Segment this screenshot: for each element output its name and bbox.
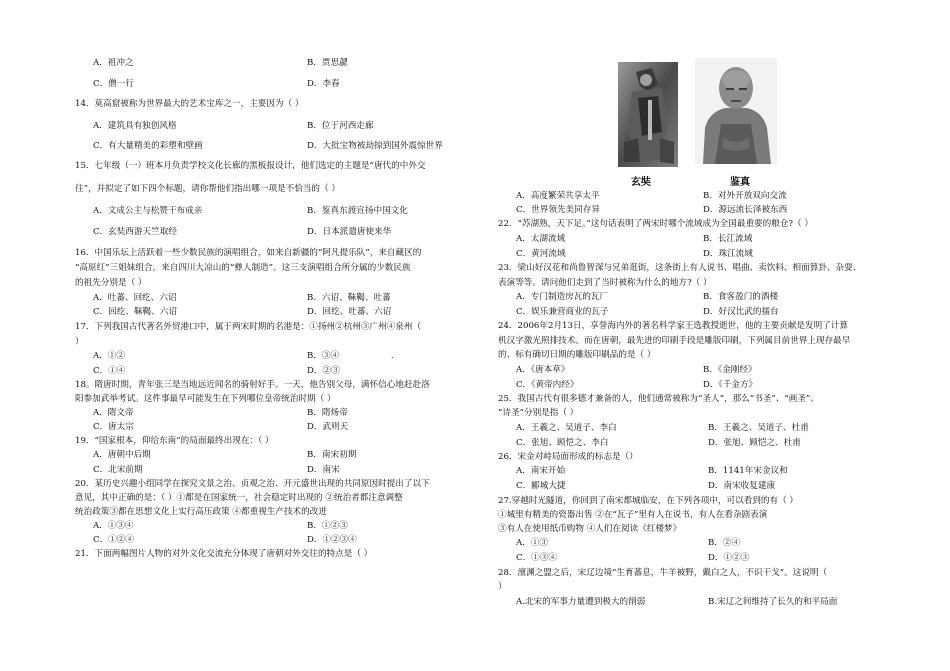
question-28-line-1: 28．澶渊之盟之后，宋辽边境“生育蕃息，牛羊被野，戴白之人，不识干戈”。这说明（ [498,568,828,578]
q22-option-a: A．太湖流域 [516,234,566,244]
xuanzang-relief-icon [618,62,678,167]
question-26: 26．宋金对峙局面形成的标志是（） [498,452,638,462]
q21-option-b: B．对外开放双向交流 [703,191,787,201]
q27-option-d: D．①②③ [708,553,750,563]
q20-option-b: B．①②③ [307,521,348,531]
question-14: 14．莫高窟被称为世界最大的艺术宝库之一，主要因为（ ） [75,99,304,109]
q19-option-c: C．北宋前期 [93,465,143,475]
q15-option-c: C．玄奘西游天竺取经 [93,227,177,237]
q25-option-a: A．王羲之、吴道子、李白 [516,423,617,433]
q24-option-d: D．《千金方》 [703,380,758,390]
q17-option-b: B．③④ [307,351,340,361]
q23-option-b: B．食客盈门的酒楼 [703,292,779,302]
q14-option-a: A．建筑具有独创风格 [93,121,177,131]
q23-option-d: D．好汉比武的擂台 [703,307,779,317]
q22-option-c: C．黄河流域 [516,249,566,259]
q14-option-c: C．有大量精美的彩塑和壁画 [93,141,203,151]
question-28-line-2: ） [498,582,507,592]
jianzhen-statue-icon [695,58,777,164]
jianzhen-picture [695,58,777,164]
q13-option-d: D．李春 [307,79,340,89]
q15-option-a: A．文成公主与松赞干布成亲 [93,206,203,216]
caption-xuanzang: 玄奘 [631,177,651,188]
q18-option-b: B．隋炀帝 [307,408,348,418]
question-24-line-2: 机汉字激光照排技术。而在唐朝，最先进的印刷手段是雕版印刷，下列属目前世界上现存最早 [498,336,851,346]
q27-option-c: C．①③④ [516,553,557,563]
q18-option-a: A．隋文帝 [93,408,134,418]
question-18-line-1: 18。隋唐时期，青年张三是当地远近闻名的骑射好手。一天，他告别父母，满怀信心地赶赴洛 [75,380,430,390]
question-16-line-2: “高原红”三姐妹组合，来自四川大凉山的“彝人制造”。这三支演唱组合所分属的少数民族 [75,263,411,273]
xuanzang-picture [618,62,678,167]
q16-option-a: A．吐蕃、回纥、六诏 [93,293,177,303]
question-27-statements-1: ①城里有精美的瓷器出售 ②在“瓦子”里有人在说书，有人在看杂剧表演 [498,510,768,520]
question-17-line-1: 17．下列我国古代著名外贸港口中，属于两宋时期的名港是：①扬州②杭州③广州④泉州（ [75,322,422,332]
q17-option-c: C．①④ [93,366,126,376]
q20-option-c: C．①②④ [93,535,134,545]
q20-option-d: D．①②③④ [307,535,357,545]
q21-option-c: C．世界领先美同存异 [516,205,600,215]
q23-option-c: C．娱乐兼营商业的瓦子 [516,307,609,317]
question-18-line-2: 阳参加武举考试。这件事最早可能发生在下列哪位皇帝统治时期（ ） [75,394,336,404]
q19-option-b: B．南宋初期 [307,450,357,460]
q14-option-b: B．位于河西走廊 [307,121,374,131]
question-16-line-3: 的祖先分别是（ ） [75,278,147,288]
question-17-line-2: ） [75,337,84,347]
q24-option-b: B．《金刚经》 [703,365,757,375]
q16-option-b: B．六诏、靺鞨、吐蕃 [307,293,391,303]
q21-option-a: A．高度繁荣共享太平 [516,191,600,201]
q18-option-c: C．唐太宗 [93,422,134,432]
q26-option-d: D．南宋收复建康 [708,481,776,491]
q25-option-c: C．张旭、顾恺之、李白 [516,438,609,448]
q13-option-b: B．贾思勰 [307,58,348,68]
question-25-line-1: 25．我国古代有很多德才兼备的人，他们通常被称为“圣人”，那么“书圣”、“画圣”、 [498,394,819,404]
caption-jianzhen: 鉴真 [730,177,750,188]
q19-option-a: A．唐朝中后期 [93,450,151,460]
stray-dot: . [391,351,394,360]
q16-option-d: D．回纥、吐蕃、六诏 [307,307,392,317]
q27-option-b: B．②④ [708,538,741,548]
question-27-statements-2: ③有人在使用纸币购物 ④人们在阅读《红楼梦》 [498,524,682,534]
q20-option-a: A．①③④ [93,521,134,531]
question-25-line-2: “诗圣”分别是指（ ） [498,408,579,418]
q24-option-a: A．《唐本草》 [516,365,570,375]
q26-option-a: A．南宋开始 [516,466,566,476]
q28-option-a: A.北宋的军事力量遭到极大的削弱 [516,597,646,607]
q13-option-c: C．僧一行 [93,79,134,89]
question-15-line-1: 15．七年级（一）班本月负责学校文化长廊的黑板报设计，他们选定的主题是“唐代的中外交 [75,161,426,171]
question-21: 21．下面两幅图片人物的对外文化交流充分体现了唐朝对外交往的特点是（ ） [75,549,373,559]
q28-option-b: B.宋辽之间维持了长久的和平局面 [708,597,838,607]
question-23-line-1: 23．梁山好汉花和尚鲁智深与兄弟逛街，这条街上有人说书、唱曲、卖饮料、相面算卦、杂耍、 [498,263,862,273]
question-20-line-3: 统治政策③都在思想文化上实行高压政策 ④都重视生产技术的改进 [75,507,327,517]
q19-option-d: D．南宋 [307,465,340,475]
q15-option-d: D．日本派遣唐使来华 [307,227,392,237]
q26-option-c: C．郾城大捷 [516,481,566,491]
question-27: 27.穿越时光隧道，你回到了南宋都城临安，在下列各项中，可以看到的有（ ） [498,496,798,506]
q26-option-b: B．1141年宋金议和 [708,466,788,476]
question-16-line-1: 16．中国乐坛上活跃着一些少数民族的演唱组合，如来自新疆的“阿凡提乐队”，来自藏区的 [75,248,422,258]
q27-option-a: A．①③ [516,538,548,548]
q17-option-a: A．①② [93,351,125,361]
q24-option-c: C．《黄帝内经》 [516,380,579,390]
question-19: 19．“国家根本，仰给东南”的局面最终出现在：（ ） [75,436,274,446]
question-20-line-1: 20．某历史兴趣小组同学在探究文景之治、贞观之治、开元盛世出现的共同原因时提出了以下 [75,479,430,489]
q23-option-a: A．专门制造房瓦的瓦厂 [516,292,609,302]
question-22: 22．“苏湖熟，天下足。”这句话表明了两宋时哪个流域成为全国最重要的粮仓?（ ） [498,219,813,229]
question-24-line-3: 的、标有确切日期的雕版印刷品的是（ ） [498,350,656,360]
q13-option-a: A．祖冲之 [93,58,134,68]
q22-option-d: D．珠江流域 [703,249,753,259]
q25-option-b: B．王羲之、吴道子、杜甫 [708,423,809,433]
q15-option-b: B．鉴真东渡宣扬中国文化 [307,206,408,216]
question-24-line-1: 24．2006年2月13日，享誉海内外的著名科学家王选教授逝世，他的主要贡献是发明了计算 [498,321,848,331]
q17-option-d: D．②③ [307,366,340,376]
q14-option-d: D．大批宝物被劫掠到国外震惊世界 [307,141,443,151]
q25-option-d: D．张旭、顾恺之、杜甫 [708,438,801,448]
q22-option-b: B．长江流域 [703,234,753,244]
question-15-line-2: 往”，并拟定了如下四个标题，请你帮他们指出哪一项是不恰当的（ ） [75,184,340,194]
question-23-line-2: 表演等等。请问他们走到了当时被称为什么的地方?（ ） [498,278,712,288]
q18-option-d: D．武则天 [307,422,349,432]
q21-option-d: D．源远流长泽被东西 [703,205,788,215]
q16-option-c: C．回纥、靺鞨、六诏 [93,307,177,317]
question-20-line-2: 意见，其中正确的是：（ ）①都是在国家统一，社会稳定时出现的 ②统治者都注意调整 [75,493,403,503]
